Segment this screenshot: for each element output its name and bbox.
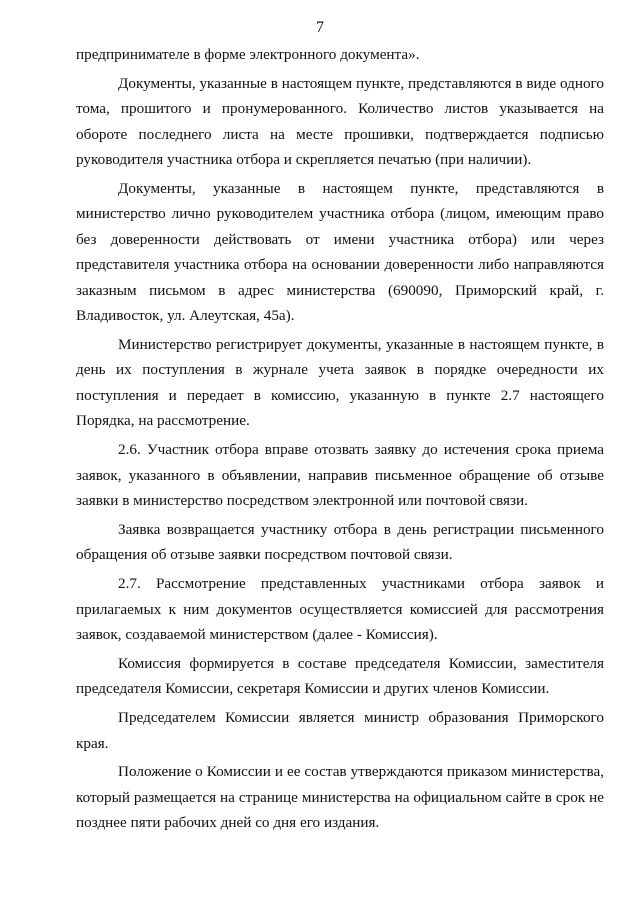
page-number: 7 xyxy=(316,19,324,36)
paragraph-document-binding: Документы, указанные в настоящем пункте, представляются в виде одного тома, прошитого и пронумерованного. Количество листов указывается на обороте последнего листа на месте прошивки, подтверждается подписью руководителя участника отбора и скрепляется печатью (при наличии). xyxy=(76,74,604,169)
paragraph-commission-chair: Председателем Комиссии является министр образования Приморского края. xyxy=(76,709,604,752)
paragraph-2-7-review: 2.7. Рассмотрение представленных участниками отбора заявок и прилагаемых к ним документов осуществляется комиссией для рассмотрения заявок, создаваемой министерством (далее - Комиссия). xyxy=(76,575,604,643)
paragraph-registration: Министерство регистрирует документы, указанные в настоящем пункте, в день их поступления в журнале учета заявок в порядке очередности их поступления и передает в комиссию, указанную в пункте 2.7 настоящего Порядка, на рассмотрение. xyxy=(76,335,604,430)
document-body xyxy=(76,42,604,839)
paragraph-commission-regulation: Положение о Комиссии и ее состав утверждаются приказом министерства, который размещается на странице министерства на официальном сайте в срок не позднее пяти рабочих дней со дня его издания. xyxy=(76,763,604,832)
paragraph-2-6-withdrawal: 2.6. Участник отбора вправе отозвать заявку до истечения срока приема заявок, указанного в объявлении, направив письменное обращение об отзыве заявки в министерство посредством электронной или почтовой связи. xyxy=(76,441,604,509)
paragraph-continuation: предпринимателе в форме электронного документа». xyxy=(76,46,420,63)
paragraph-document-submission: Документы, указанные в настоящем пункте, представляются в министерство лично руководителем участника отбора (лицом, имеющим право без доверенности действовать от имени участника отбора) или через представителя участника отбора на основании доверенности либо направляются заказным письмом в адрес министерства (690090, Приморский край, г. Владивосток, ул. Алеутская, 45а). xyxy=(76,180,604,325)
paragraph-commission-composition: Комиссия формируется в составе председателя Комиссии, заместителя председателя Комиссии, секретаря Комиссии и других членов Комиссии. xyxy=(76,654,604,698)
paragraph-application-return: Заявка возвращается участнику отбора в день регистрации письменного обращения об отзыве заявки посредством почтовой связи. xyxy=(76,520,604,564)
